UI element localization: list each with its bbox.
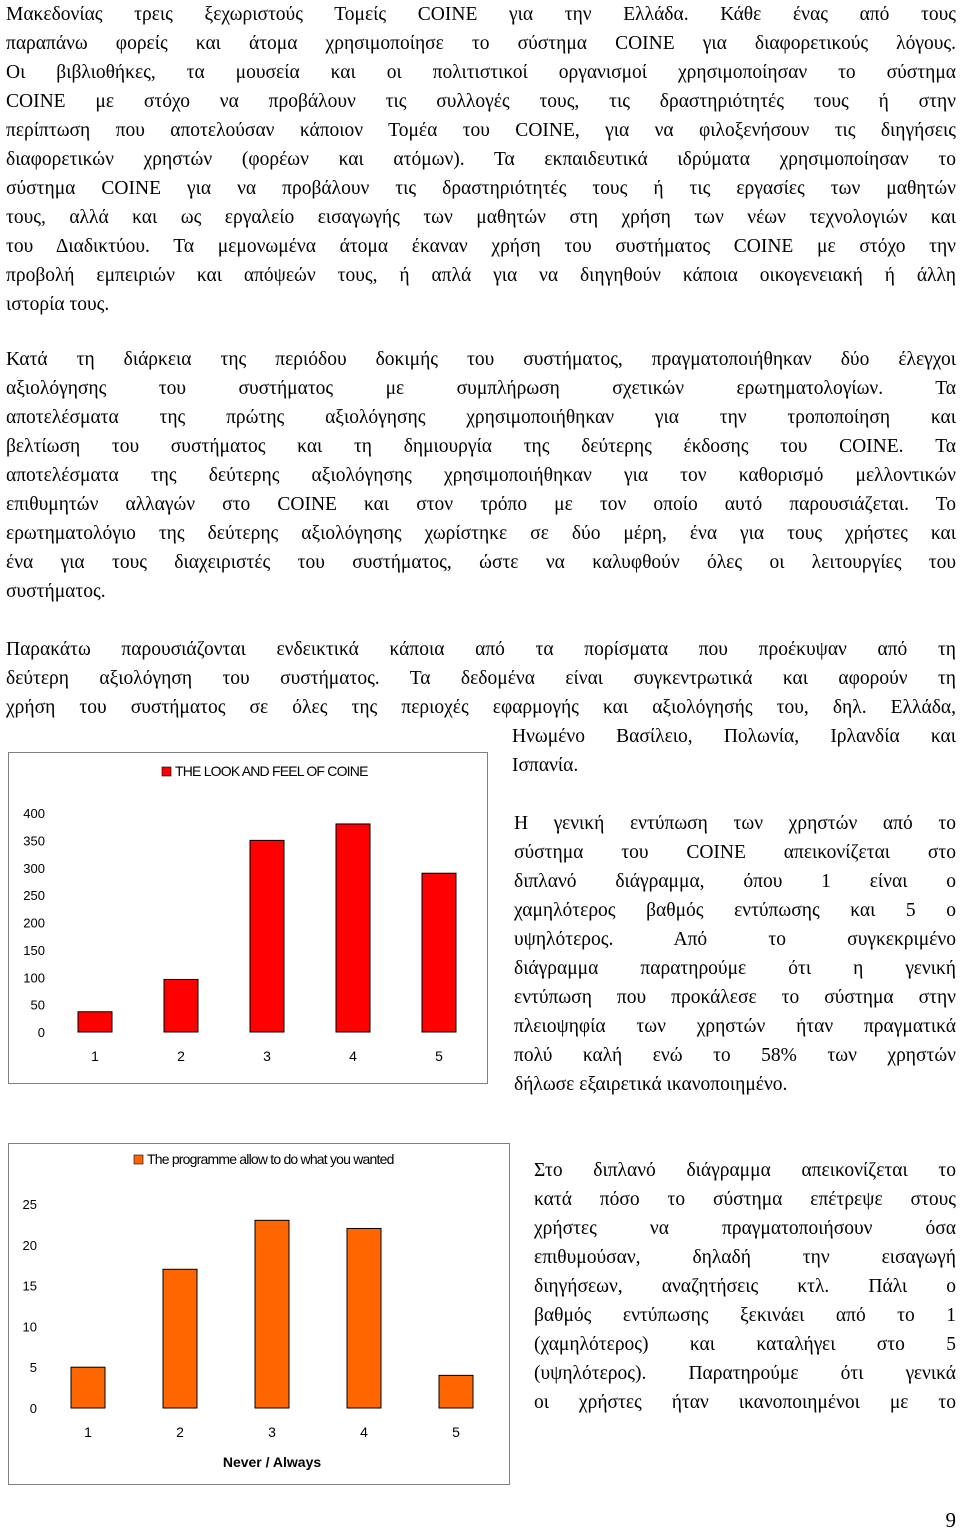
x-tick-label: 3 — [263, 1048, 271, 1064]
legend-swatch — [134, 1155, 143, 1164]
text-line: υψηλότερος. Από το συγκεκριμένο — [514, 929, 956, 950]
text-line: Παρακάτω παρουσιάζονται ενδεικτικά κάποια από τα πορίσματα που προέκυψαν από τη — [6, 639, 956, 660]
text-line: προβολή εμπειριών και απόψεών τους, ή απλά για να διηγηθούν κάποια οικογενειακή ή άλλη — [6, 265, 956, 286]
text-line: Στο διπλανό διάγραμμα απεικονίζεται το — [534, 1160, 956, 1181]
x-tick-label: 2 — [177, 1048, 185, 1064]
x-tick-label: 3 — [268, 1424, 276, 1440]
text-line: τους, αλλά και ως εργαλείο εισαγωγής των μαθητών στη χρήση των νέων τεχνολογιών και — [6, 207, 956, 228]
text-line: διπλανό διάγραμμα, όπου 1 είναι ο — [514, 871, 956, 892]
y-tick-label: 200 — [23, 915, 45, 931]
y-tick-label: 0 — [29, 1401, 37, 1416]
paragraph-evaluation — [6, 345, 956, 606]
bar — [347, 1228, 381, 1408]
paragraph-results-intro — [6, 635, 956, 722]
paragraph-programme-allow — [534, 1156, 956, 1417]
text-line: εντύπωση που προκάλεσε το σύστημα στην — [514, 987, 956, 1008]
bar — [164, 979, 198, 1032]
text-line: παραπάνω φορείς και άτομα χρησιμοποίησε το σύστημα COINE για διαφορετικούς λόγους. — [6, 33, 956, 54]
y-tick-label: 5 — [29, 1360, 37, 1376]
text-line: αξιολόγησης του συστήματος με συμπλήρωση σχετικών ερωτηματολογίων. Τα — [6, 378, 956, 399]
text-line: σύστημα του COINE απεικονίζεται στο — [514, 842, 956, 863]
page-number: 9 — [945, 1508, 956, 1532]
text-line: Οι βιβλιοθήκες, τα μουσεία και οι πολιτιστικοί οργανισμοί χρησιμοποίησαν το σύστημα — [6, 62, 956, 83]
text-line: πολύ καλή ενώ το 58% των χρηστών — [514, 1045, 956, 1066]
y-tick-label: 50 — [30, 997, 45, 1013]
text-line: κατά πόσο το σύστημα επέτρεψε στους — [534, 1189, 956, 1210]
chart-programme-allow — [8, 1143, 510, 1485]
y-tick-label: 150 — [23, 942, 45, 958]
y-tick-label: 25 — [22, 1197, 37, 1212]
bar — [163, 1269, 197, 1408]
text-line: οι χρήστες ήταν ικανοποιημένοι με το — [534, 1392, 956, 1413]
text-line: χαμηλότερος βαθμός εντύπωσης και 5 ο — [514, 900, 956, 921]
x-tick-label: 1 — [84, 1424, 92, 1440]
y-tick-label: 350 — [23, 833, 45, 849]
y-tick-label: 10 — [22, 1319, 37, 1335]
y-tick-label: 400 — [23, 806, 45, 821]
y-tick-label: 100 — [23, 970, 45, 986]
text-line: βαθμός εντύπωσης ξεκινάει από το 1 — [534, 1305, 956, 1326]
paragraph-results-intro-tail — [512, 722, 956, 780]
text-line: επιθυμούσαν, δηλαδή την εισαγωγή — [534, 1247, 956, 1268]
text-line: Μακεδονίας τρεις ξεχωριστούς Τομείς COINE για την Ελλάδα. Κάθε ένας από τους — [6, 4, 956, 25]
x-tick-label: 1 — [91, 1048, 99, 1064]
text-line: Ηνωμένο Βασίλειο, Πολωνία, Ιρλανδία και — [512, 726, 956, 747]
bar — [78, 1012, 112, 1032]
y-tick-label: 15 — [22, 1278, 37, 1294]
x-tick-label: 4 — [360, 1424, 368, 1440]
text-line: ερωτηματολόγιο της δεύτερης αξιολόγησης χωρίστηκε σε δύο μέρη, ένα για τους χρήστες και — [6, 523, 956, 544]
bar — [336, 824, 370, 1032]
text-line: Ισπανία. — [512, 755, 579, 776]
chart-look-and-feel-svg — [9, 753, 487, 1083]
text-line: συστήματος. — [6, 581, 106, 602]
y-tick-label: 0 — [37, 1025, 45, 1040]
text-line: επιθυμητών αλλαγών στο COINE και στον τρόπο με τον οποίο αυτό παρουσιάζεται. Το — [6, 494, 956, 515]
text-line: του Διαδικτύου. Τα μεμονωμένα άτομα έκαναν χρήση του συστήματος COINE με στόχο την — [6, 236, 956, 257]
bar — [422, 873, 456, 1032]
x-tick-label: 5 — [452, 1424, 460, 1440]
text-line: διηγήσεων, αναζητήσεις κτλ. Πάλι ο — [534, 1276, 956, 1297]
text-line: χρήση του συστήματος σε όλες της περιοχές εφαρμογής και αξιολόγησής του, δηλ. Ελλάδα, — [6, 697, 956, 718]
x-axis-label: Never / Always — [222, 1454, 322, 1470]
text-line: Κατά τη διάρκεια της περιόδου δοκιμής του συστήματος, πραγματοποιήθηκαν δύο έλεγχοι — [6, 349, 956, 370]
text-line: COINE με στόχο να προβάλουν τις συλλογές τους, τις δραστηριότητές τους ή στην — [6, 91, 956, 112]
y-tick-label: 300 — [23, 860, 45, 876]
x-tick-label: 4 — [349, 1048, 357, 1064]
bar — [255, 1220, 289, 1408]
x-tick-label: 2 — [176, 1424, 184, 1440]
chart-programme-allow-svg — [9, 1144, 509, 1484]
text-line: διάγραμμα παρατηρούμε ότι η γενική — [514, 958, 956, 979]
y-tick-label: 250 — [23, 888, 45, 904]
text-line: αποτελέσματα της πρώτης αξιολόγησης χρησιμοποιήθηκαν για την τροποποίηση και — [6, 407, 956, 428]
text-line: περίπτωση που αποτελούσαν κάποιον Τομέα του COINE, για να φιλοξενήσουν τις διηγήσεις — [6, 120, 956, 141]
text-line: (υψηλότερος). Παρατηρούμε ότι γενικά — [534, 1363, 956, 1384]
text-line: διαφορετικών χρηστών (φορέων και ατόμων). Τα εκπαιδευτικά ιδρύματα χρησιμοποίησαν το — [6, 149, 956, 170]
bar — [71, 1367, 105, 1408]
text-line: ένα για τους διαχειριστές του συστήματος, ώστε να καλυφθούν όλες οι λειτουργίες του — [6, 552, 956, 573]
chart-title: The programme allow to do what you wanted — [147, 1151, 394, 1167]
y-tick-label: 20 — [22, 1237, 37, 1253]
chart-look-and-feel — [8, 752, 488, 1084]
paragraph-general-impression — [514, 809, 956, 1099]
bar — [250, 840, 284, 1032]
text-line: δήλωσε εξαιρετικά ικανοποιημένο. — [514, 1074, 788, 1095]
text-line: σύστημα COINE για να προβάλουν τις δραστηριότητές τους ή τις εργασίες των μαθητών — [6, 178, 956, 199]
text-line: ιστορία τους. — [6, 294, 110, 315]
text-line: βελτίωση του συστήματος και τη δημιουργία της δεύτερης έκδοσης του COINE. Τα — [6, 436, 956, 457]
text-line: Η γενική εντύπωση των χρηστών από το — [514, 813, 956, 834]
text-line: χρήστες να πραγματοποιήσουν όσα — [534, 1218, 956, 1239]
paragraph-intro — [6, 0, 956, 319]
chart-title: THE LOOK AND FEEL OF COINE — [175, 763, 368, 779]
legend-swatch — [162, 767, 171, 776]
text-line: δεύτερη αξιολόγηση του συστήματος. Τα δεδομένα είναι συγκεντρωτικά και αφορούν τη — [6, 668, 956, 689]
bar — [439, 1375, 473, 1408]
x-tick-label: 5 — [435, 1048, 443, 1064]
text-line: πλειοψηφία των χρηστών ήταν πραγματικά — [514, 1016, 956, 1037]
text-line: αποτελέσματα της δεύτερης αξιολόγησης χρησιμοποιήθηκαν για τον καθορισμό μελλοντικών — [6, 465, 956, 486]
text-line: (χαμηλότερος) και καταλήγει στο 5 — [534, 1334, 956, 1355]
